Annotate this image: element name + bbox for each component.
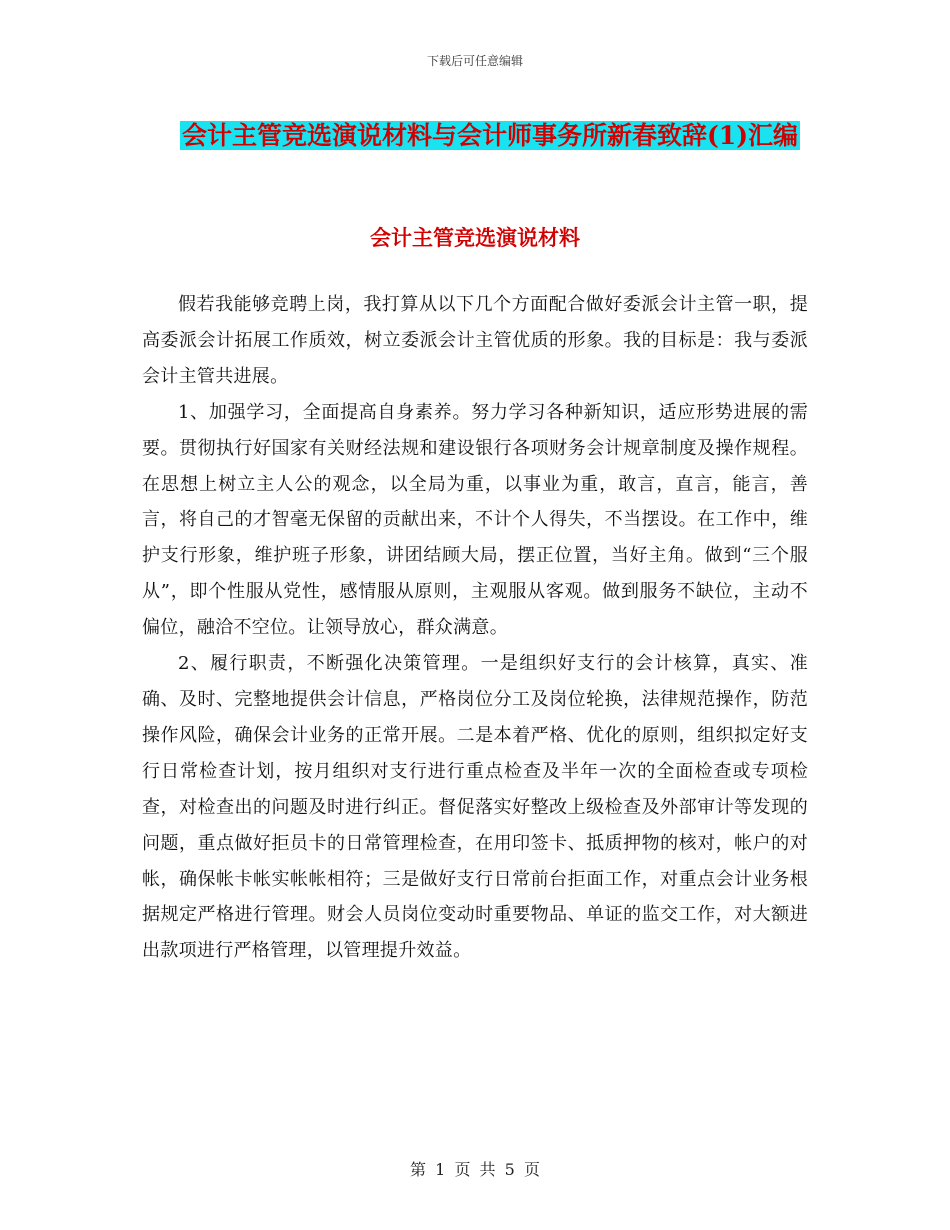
paragraph: 1、加强学习，全面提高自身素养。努力学习各种新知识，适应形势进展的需要。贯彻执行好国家有关财经法规和建设银行各项财务会计规章制度及操作规程。在思想上树立主人公的观念，以全局为重，以事业为重，敢言，直言，能言，善言，将自己的才智毫无保留的贡献出来，不计个人得失，不当摆设。在工作中，维护支行形象，维护班子形象，讲团结顾大局，摆正位置，当好主角。做到“三个服从”，即个性服从党性，感情服从原则，主观服从客观。做到服务不缺位，主动不偏位，融洽不空位。让领导放心，群众满意。 (142, 401, 808, 639)
footer-label-page: 第 (410, 1160, 427, 1179)
paragraph: 假若我能够竞聘上岗，我打算从以下几个方面配合做好委派会计主管一职，提高委派会计拓展工作质效，树立委派会计主管优质的形象。我的目标是：我与委派会计主管共进展。 (142, 294, 808, 387)
body-text (142, 287, 808, 969)
footer-label-unit-end: 页 (523, 1160, 540, 1179)
footer-label-total: 共 (479, 1160, 496, 1179)
document-title-text: 会计主管竞选演说材料与会计师事务所新春致辞(1)汇编 (181, 121, 799, 150)
page-footer (0, 1157, 950, 1180)
paragraph: 2、履行职责，不断强化决策管理。一是组织好支行的会计核算，真实、准确、及时、完整地提供会计信息，严格岗位分工及岗位轮换，法律规范操作，防范操作风险，确保会计业务的正常开展。二是本着严格、优化的原则，组织拟定好支行日常检查计划，按月组织对支行进行重点检查及半年一次的全面检查或专项检查，对检查出的问题及时进行纠正。督促落实好整改上级检查及外部审计等发现的问题，重点做好拒员卡的日常管理检查，在用印签卡、抵质押物的核对，帐户的对帐，确保帐卡帐实帐帐相符；三是做好支行日常前台拒面工作，对重点会计业务根据规定严格进行管理。财会人员岗位变动时重要物品、单证的监交工作，对大额进出款项进行严格管理，以管理提升效益。 (142, 653, 808, 962)
footer-total-pages: 5 (504, 1160, 515, 1179)
header-note: 下载后可任意编辑 (426, 54, 523, 68)
section-title: 会计主管竞选演说材料 (370, 225, 580, 250)
footer-label-unit: 页 (454, 1160, 471, 1179)
footer-current-page: 1 (435, 1160, 446, 1179)
document-title (140, 112, 840, 160)
